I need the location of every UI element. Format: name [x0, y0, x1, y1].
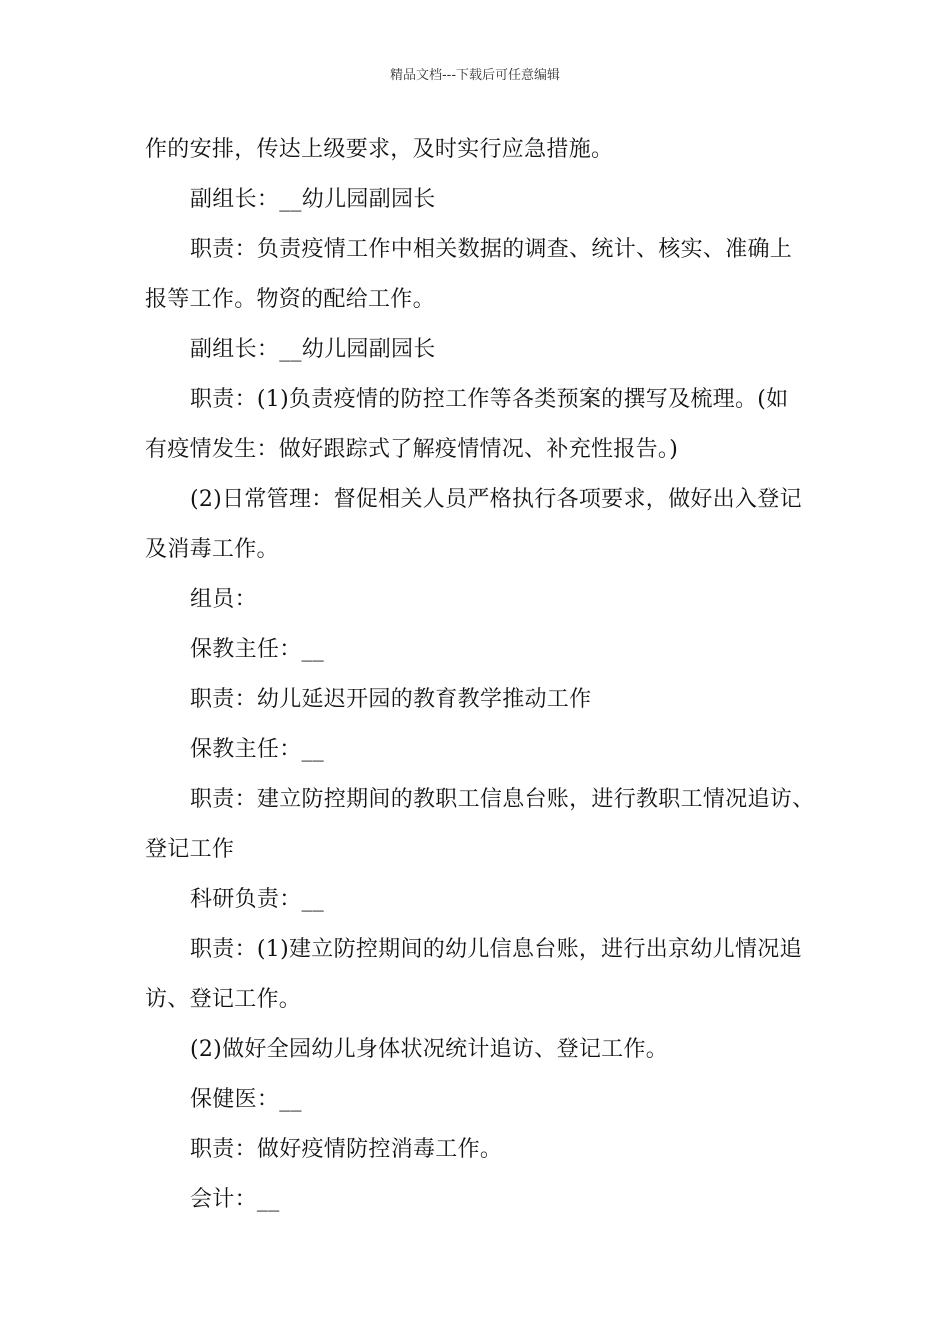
text-line: 职责：负责疫情工作中相关数据的调查、统计、核实、准确上 — [190, 237, 793, 262]
page-header: 精品文档---下载后可任意编辑 — [389, 68, 561, 83]
text-line: 职责：(1)负责疫情的防控工作等各类预案的撰写及梳理。(如 — [190, 387, 789, 412]
document-body — [145, 125, 825, 1225]
text-line: 副组长：__幼儿园副园长 — [190, 337, 436, 362]
text-line: (2)日常管理：督促相关人员严格执行各项要求，做好出入登记 — [190, 487, 802, 512]
text-line: 职责：(1)建立防控期间的幼儿信息台账，进行出京幼儿情况追 — [190, 937, 802, 962]
text-line: 访、登记工作。 — [145, 987, 302, 1012]
text-line: 副组长：__幼儿园副园长 — [190, 187, 436, 212]
text-line: 会计：__ — [190, 1187, 280, 1212]
text-line: (2)做好全园幼儿身体状况统计追访、登记工作。 — [190, 1037, 669, 1062]
text-line: 职责：幼儿延迟开园的教育教学推动工作 — [190, 687, 592, 712]
text-line: 报等工作。物资的配给工作。 — [145, 287, 435, 312]
text-line: 保教主任：__ — [190, 737, 325, 762]
text-line: 职责：建立防控期间的教职工信息台账，进行教职工情况追访、 — [190, 787, 815, 812]
text-line: 职责：做好疫情防控消毒工作。 — [190, 1137, 503, 1162]
text-line: 组员： — [190, 587, 257, 612]
text-line: 作的安排，传达上级要求，及时实行应急措施。 — [145, 137, 614, 162]
text-line: 保健医：__ — [190, 1087, 302, 1112]
text-line: 有疫情发生：做好跟踪式了解疫情情况、补充性报告。) — [145, 437, 679, 462]
text-line: 登记工作 — [145, 837, 235, 862]
text-line: 科研负责：__ — [190, 887, 325, 912]
text-line: 保教主任：__ — [190, 637, 325, 662]
text-line: 及消毒工作。 — [145, 537, 279, 562]
